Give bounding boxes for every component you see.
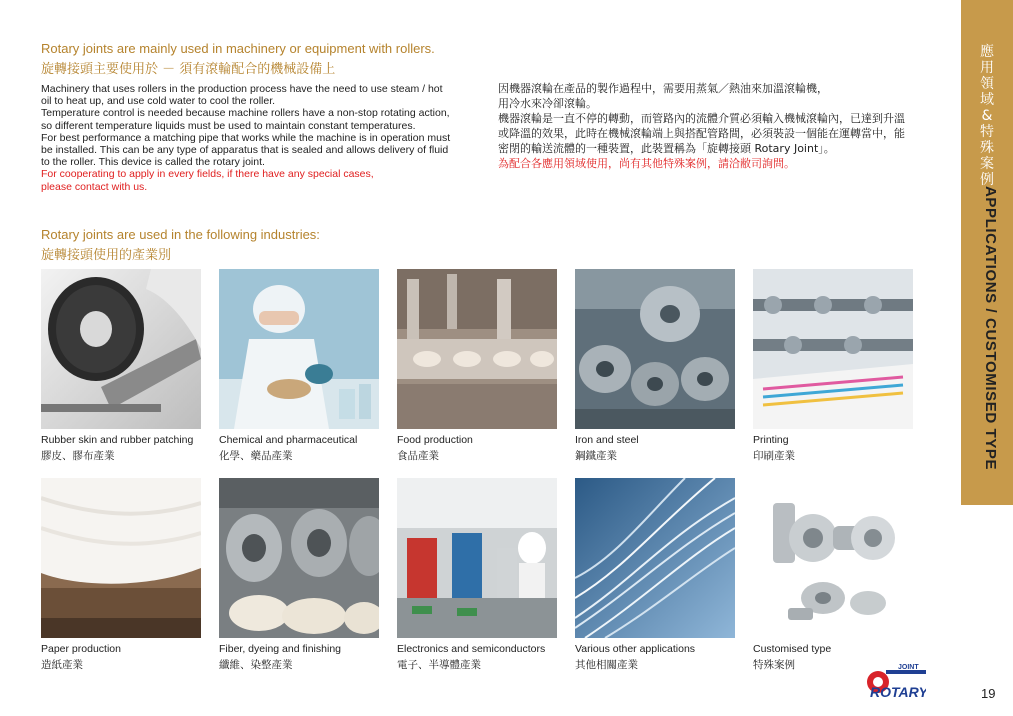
industry-caption-zh: 化學、藥品產業 — [219, 450, 293, 462]
industry-caption-en: Various other applications — [575, 643, 696, 655]
section1-heading-zh: 旋轉接頭主要使用於 － 須有滾輪配合的機械設備上 — [41, 62, 336, 77]
industry-tile-paper — [41, 478, 201, 672]
side-tab-title-zh: 應 用 領 域 & 特 殊 案 例 — [980, 44, 994, 188]
food-machine-photo — [397, 269, 557, 429]
industry-caption-zh: 食品產業 — [397, 450, 439, 462]
dyeing-machines-photo — [219, 478, 379, 638]
industry-caption-zh: 纖維、染整產業 — [219, 659, 293, 671]
industry-tile-fiber — [219, 478, 379, 672]
lab-worker-photo — [219, 269, 379, 429]
electronics-line-photo — [397, 478, 557, 638]
industry-caption-zh: 特殊案例 — [753, 659, 795, 671]
industry-caption-zh: 造紙產業 — [41, 659, 83, 671]
fiber-optic-photo — [575, 478, 735, 638]
industry-caption-en: Electronics and semiconductors — [397, 643, 546, 655]
paper-roll-photo — [41, 478, 201, 638]
logo-brand-text: ROTARY — [870, 684, 926, 700]
printing-press-photo — [753, 269, 913, 429]
section1-heading-en: Rotary joints are mainly used in machinery or equipment with rollers. — [41, 41, 435, 56]
intro-text-zh: 因機器滾輪在產品的製作過程中，需要用蒸氣／熱油來加溫滾輪機， 用冷水來冷卻滾輪。 機器滾輪是一直不停的轉動，而管路內的流體介質必須輸入機械滾輪內，已達到升溫 或降溫的效果，此時在機械滾輪端上與搭配管路間，必須裝設一個能在運轉當中，能 密閉的輸送流體的一種裝置，此裝置稱為「旋轉接頭 Rotary Joint」。 為配合各應用領域使用，尚有其他特殊案例，請洽敝司詢問。 — [498, 81, 950, 171]
industry-caption-en: Food production — [397, 434, 473, 446]
side-tab-title-en: APPLICATIONS / CUSTOMISED TYPE — [982, 186, 999, 471]
industry-tile-steel — [575, 269, 735, 463]
industry-caption-en: Customised type — [753, 643, 832, 655]
industry-caption-en: Printing — [753, 434, 789, 446]
industry-caption-zh: 膠皮、膠布產業 — [41, 450, 115, 462]
section2-heading-en: Rotary joints are used in the following industries: — [41, 227, 320, 242]
rotary-joints-photo — [753, 478, 913, 638]
industry-tile-food — [397, 269, 557, 463]
industry-caption-en: Fiber, dyeing and finishing — [219, 643, 341, 655]
industry-caption-en: Rubber skin and rubber patching — [41, 434, 194, 446]
industry-caption-zh: 其他相關產業 — [575, 659, 638, 671]
industry-tile-chemical — [219, 269, 379, 463]
intro-text-en: Machinery that uses rollers in the production process have the need to use steam / hot oil to heat up, and use cold water to cool the roller. Temperature control is needed because machine rollers have a non-stop rotating action, so different temperature liquids must be used to maintain constant temperatures. For best performance a matching pipe that works while the machine is in operation must be installed. This can be any type of apparatus that is sealed and allows delivery of fluid to the roller. This device is called the rotary joint. For cooperating to apply in every fields, if there have any special cases, please contact with us. — [41, 83, 481, 193]
industry-caption-en: Chemical and pharmaceutical — [219, 434, 358, 446]
industry-caption-zh: 電子、半導體產業 — [397, 659, 481, 671]
page-number: 19 — [981, 686, 996, 701]
industry-caption-zh: 鋼鐵產業 — [575, 450, 617, 462]
industry-tile-customised — [753, 478, 913, 672]
industry-caption-zh: 印刷產業 — [753, 450, 795, 462]
rotary-joint-logo — [866, 660, 926, 700]
contact-note-zh: 為配合各應用領域使用，尚有其他特殊案例，請洽敝司詢問。 — [498, 157, 795, 170]
industry-tile-various — [575, 478, 735, 672]
steel-coils-photo — [575, 269, 735, 429]
section2-heading-zh: 旋轉接頭使用的產業別 — [41, 248, 172, 263]
industry-tile-rubber — [41, 269, 201, 463]
side-tab — [961, 0, 1013, 505]
industry-tile-electronics — [397, 478, 557, 672]
industry-caption-en: Iron and steel — [575, 434, 639, 446]
industry-caption-en: Paper production — [41, 643, 121, 655]
rubber-roll-photo — [41, 269, 201, 429]
industry-tile-printing — [753, 269, 913, 463]
logo-joint-text: JOINT — [898, 664, 919, 671]
contact-note-en: For cooperating to apply in every fields, if there have any special cases, — [41, 168, 374, 181]
